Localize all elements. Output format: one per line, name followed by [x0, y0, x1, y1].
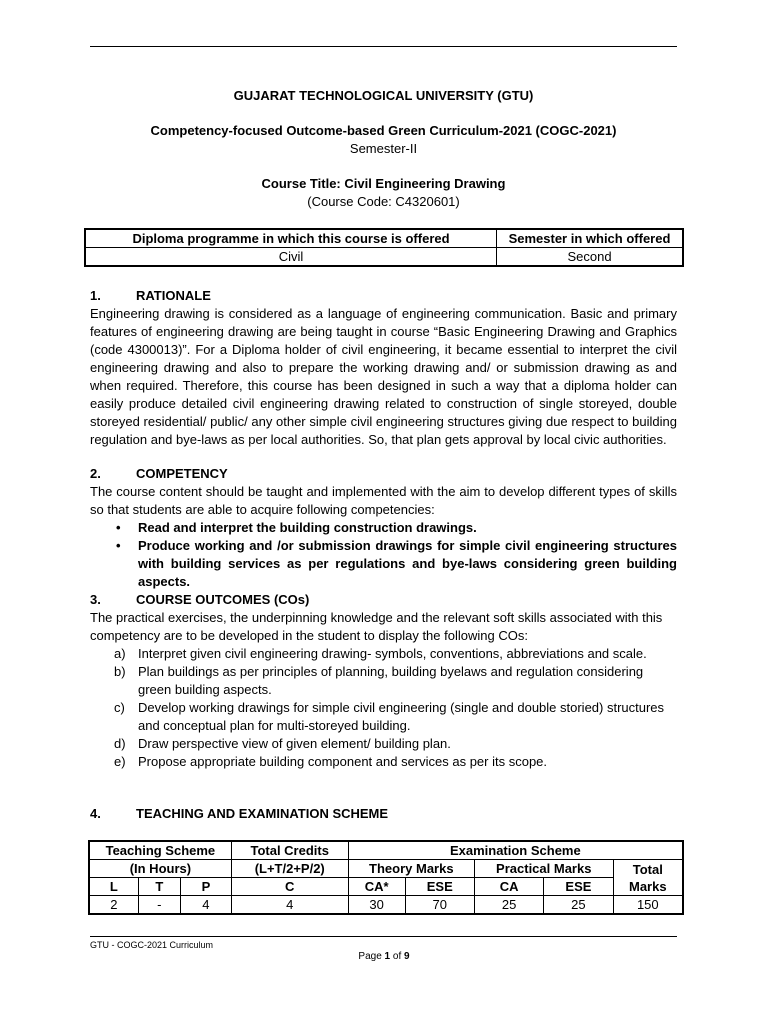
course-title: Course Title: Civil Engineering Drawing [261, 176, 506, 191]
sub-header-ca-theory: CA* [348, 878, 405, 896]
section-heading [90, 591, 677, 609]
section-heading [90, 465, 677, 483]
university-title: GUJARAT TECHNOLOGICAL UNIVERSITY (GTU) [233, 88, 534, 103]
section-title: COURSE OUTCOMES (COs) [136, 592, 310, 607]
curriculum-title: Competency-focused Outcome-based Green Curriculum-2021 (COGC-2021) [150, 123, 617, 138]
bullet-icon: • [116, 520, 121, 535]
value-ese-theory: 70 [405, 896, 474, 915]
sub-header-c: C [231, 878, 348, 896]
sub-header-ese-theory: ESE [405, 878, 474, 896]
value-ese-practical: 25 [544, 896, 613, 915]
semester-header: Semester in which offered [497, 229, 684, 248]
teaching-scheme-header: Teaching Scheme [89, 841, 231, 860]
section-number: 3. [90, 592, 101, 607]
top-rule [90, 46, 677, 47]
competency-text: The course content should be taught and implemented with the aim to develop different types of skills so that students are able to acquire following competencies: [90, 484, 677, 517]
sub-header-p: P [181, 878, 232, 896]
section-number: 2. [90, 466, 101, 481]
section-title: COMPETENCY [136, 466, 228, 481]
list-item: e) Propose appropriate building component and services as per its scope. [114, 754, 548, 769]
value-p: 4 [181, 896, 232, 915]
value-l: 2 [89, 896, 138, 915]
list-item: • Produce working and /or submission drawings for simple civil engineering structures with building services as per regulations and bye-laws considering green building aspects. [116, 538, 677, 589]
value-ca-practical: 25 [474, 896, 543, 915]
theory-marks-header: Theory Marks [348, 860, 474, 878]
list-item: d) Draw perspective view of given element/ building plan. [114, 736, 451, 751]
rationale-text: Engineering drawing is considered as a language of engineering communication. Basic and primary features of engineering drawing are being taught in course “Basic Engineering Drawing and Graphics (code 4300013)”. For a Diploma holder of civil engineering, it became essential to interpret the civil engineering drawing and also to prepare the working drawing and/ or submission drawing as and when required. Therefore, this course has been designed in such a way that a diploma holder can easily produce detailed civil engineering drawing related to construction of single storeyed, double storeyed residential/ public/ any other simple civil engineering structures giving due respect to building regulation and bye-laws as per local authorities. So, that plan gets approval by local civic authorities. [90, 306, 677, 447]
practical-marks-header: Practical Marks [474, 860, 613, 878]
bottom-rule [90, 936, 677, 937]
value-total: 150 [613, 896, 683, 915]
section-rationale [90, 287, 677, 449]
list-item: a) Interpret given civil engineering drawing- symbols, conventions, abbreviations and scale. [114, 646, 647, 661]
table-row [89, 896, 683, 915]
section-number: 1. [90, 288, 101, 303]
outcomes-text: The practical exercises, the underpinning knowledge and the relevant soft skills associated with this competency are to be developed in the student to display the following COs: [90, 610, 663, 643]
total-credits-header: Total Credits [231, 841, 348, 860]
programme-header: Diploma programme in which this course is offered [85, 229, 497, 248]
section-scheme [90, 805, 677, 823]
sub-header-t: T [138, 878, 180, 896]
list-item: c) Develop working drawings for simple civil engineering (single and double storied) structures and conceptual plan for multi-storeyed building. [114, 700, 665, 733]
section-competency [90, 465, 677, 591]
section-outcomes [90, 591, 677, 771]
section-heading [90, 805, 677, 823]
competency-list [90, 519, 677, 591]
course-code: (Course Code: C4320601) [307, 194, 460, 209]
programme-table [84, 228, 684, 267]
section-title: RATIONALE [136, 288, 211, 303]
exam-scheme-header: Examination Scheme [348, 841, 683, 860]
sub-header-ca-practical: CA [474, 878, 543, 896]
footer-curriculum-label: GTU - COGC-2021 Curriculum [90, 940, 214, 950]
programme-value: Civil [85, 248, 497, 267]
sub-header-l: L [89, 878, 138, 896]
list-item: b) Plan buildings as per principles of planning, building byelaws and regulation considering green building aspects. [114, 664, 644, 697]
value-t: - [138, 896, 180, 915]
semester-label: Semester-II [349, 141, 418, 156]
credits-formula-header: (L+T/2+P/2) [231, 860, 348, 878]
total-marks-header: Total Marks [613, 860, 683, 896]
scheme-table [88, 840, 684, 915]
value-ca-theory: 30 [348, 896, 405, 915]
bullet-icon: • [116, 538, 121, 553]
section-title: TEACHING AND EXAMINATION SCHEME [136, 806, 389, 821]
page-number: Page 1 of 9 [358, 951, 410, 962]
sub-header-ese-practical: ESE [544, 878, 613, 896]
list-item: • Read and interpret the building construction drawings. [116, 520, 477, 535]
outcomes-list [90, 645, 677, 771]
in-hours-header: (In Hours) [89, 860, 231, 878]
semester-value: Second [497, 248, 684, 267]
section-heading [90, 287, 677, 305]
value-c: 4 [231, 896, 348, 915]
section-number: 4. [90, 806, 101, 821]
